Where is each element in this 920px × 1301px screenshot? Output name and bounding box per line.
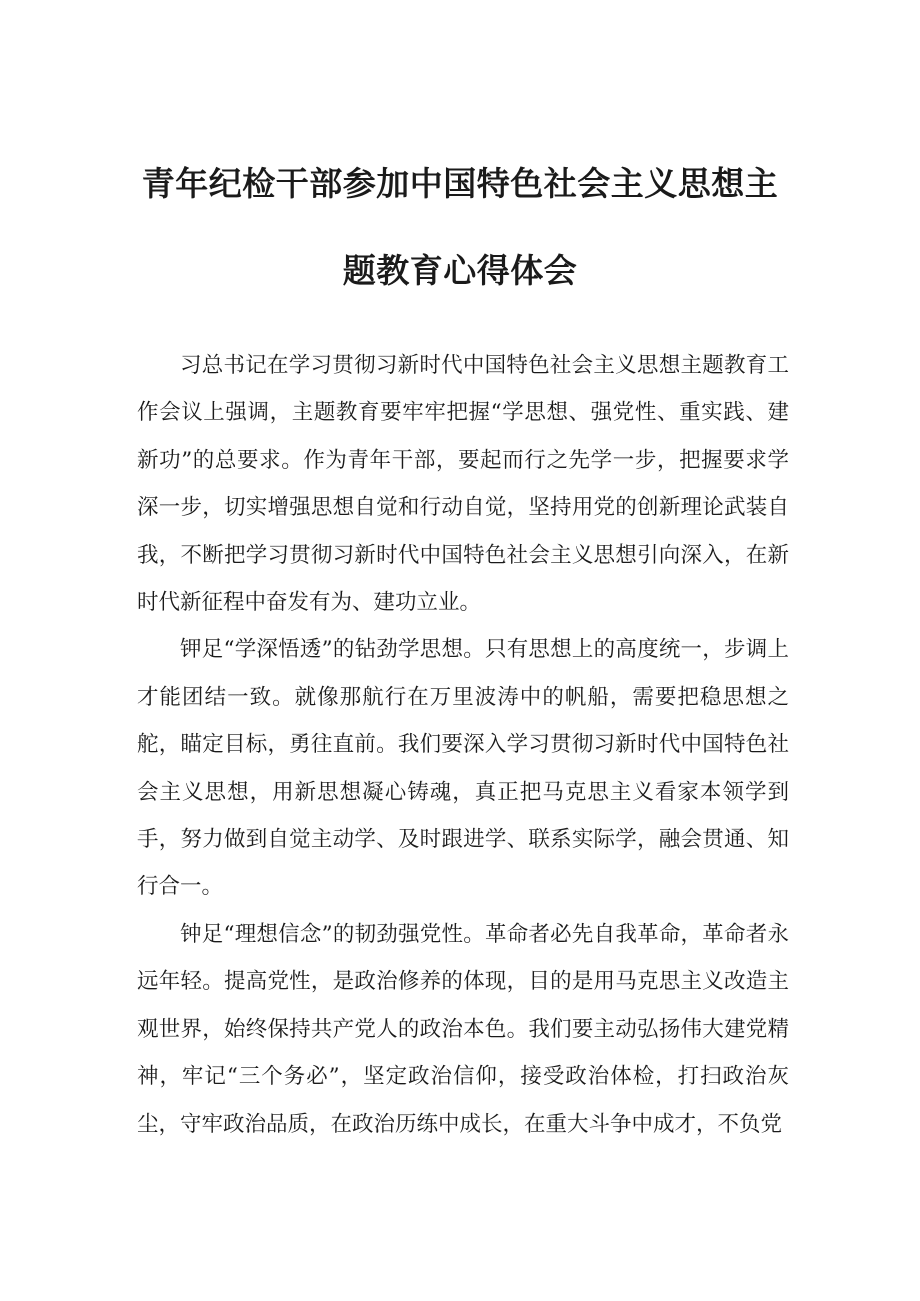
paragraph-1: 习总书记在学习贯彻习新时代中国特色社会主义思想主题教育工作会议上强调，主题教育要牢牢把握“学思想、强党性、重实践、建新功”的总要求。作为青年干部，要起而行之先学一步，把握要求学深一步，切实增强思想自觉和行动自觉，坚持用党的创新理论武装自我，不断把学习贯彻习新时代中国特色社会主义思想引向深入，在新时代新征程中奋发有为、建功立业。	[137, 353, 789, 616]
document-title-line-1: 青年纪检干部参加中国特色社会主义思想主	[141, 164, 779, 203]
paragraph-3: 钟足“理想信念”的韧劲强党性。革命者必先自我革命，革命者永远年轻。提高党性，是政治修养的体现，目的是用马克思主义改造主观世界，始终保持共产党人的政治本色。我们要主动弘扬伟大建党精神，牢记“三个务必”，坚定政治信仰，接受政治体检，打扫政治灰尘，守牢政治品质，在政治历练中成长，在重大斗争中成才，不负党	[137, 921, 789, 1137]
paragraph-2: 钾足“学深悟透”的钻劲学思想。只有思想上的高度统一，步调上才能团结一致。就像那航行在万里波涛中的帆船，需要把稳思想之舵，瞄定目标，勇往直前。我们要深入学习贯彻习新时代中国特色社会主义思想，用新思想凝心铸魂，真正把马克思主义看家本领学到手，努力做到自觉主动学、及时跟进学、联系实际学，融会贯通、知行合一。	[137, 637, 789, 900]
document-body	[137, 342, 789, 1148]
document-title-line-2: 题教育心得体会	[342, 251, 578, 290]
